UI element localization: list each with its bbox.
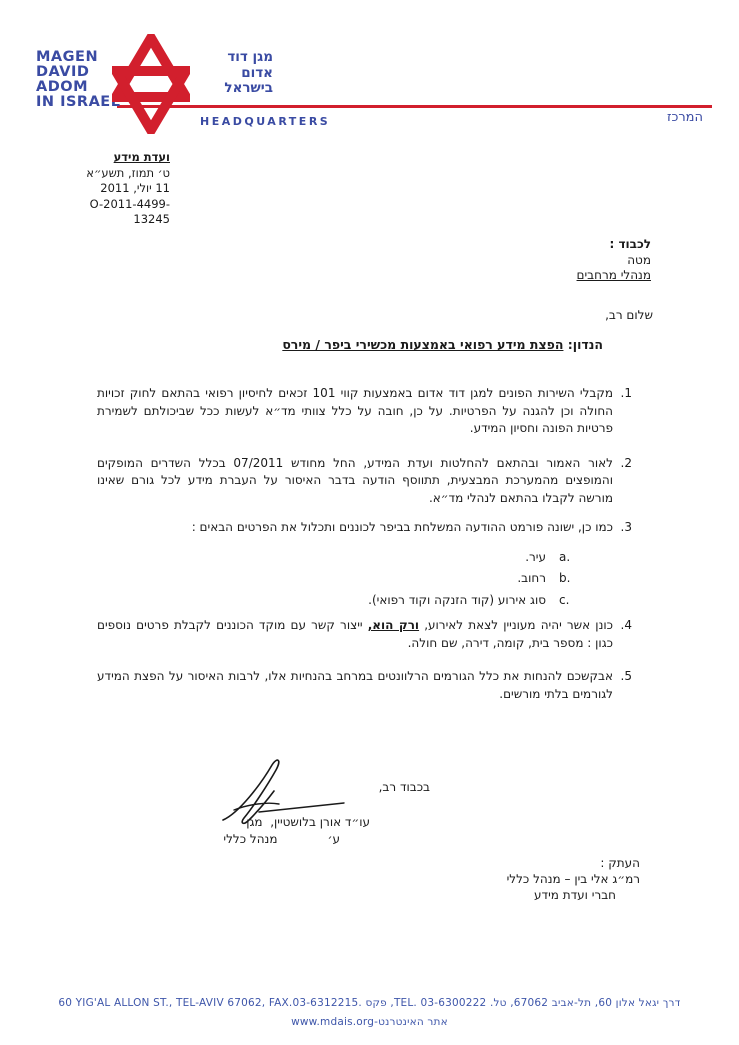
logo-en-line: IN ISRAEL — [36, 94, 121, 110]
list-item-4 — [97, 617, 632, 652]
star-of-david-icon — [112, 34, 190, 138]
item-text: מקבלי השירות הפונים למגן דוד אדום באמצעות קווי 101 זכאים לחיסיון רפואי בהתאם לחוק זכויות החולה וכן להגנה על הפרטיות. על כן, חובה על כלל צוותי מד״א לעשות ככל שביכולתם לשמירת פרטיות הפונה וחסיון המידע. — [97, 386, 613, 435]
list-item-2 — [97, 455, 632, 508]
sub-item-text: עיר. — [525, 549, 546, 564]
item-text-segment: כונן אשר יהיה מעוניין לצאת לאירוע, — [419, 618, 613, 632]
item-text: לאור האמור ובהתאם להחלטות ועדת המידע, החל מחודש 07/2011 בכלל השדרים המופקים והמופצים מהמערכת המבצעית, תתווסף הודעה בדבר האיסור על העברת מידע לכל גורם שאינו מורשה לקבלו בהתאם לנהלי מד״א. — [97, 455, 614, 505]
date-block — [70, 150, 170, 228]
subject-line — [282, 337, 603, 352]
sub-item-b — [97, 570, 575, 588]
sub-item-letter: a. — [559, 549, 571, 564]
logo-wordmark-en — [36, 50, 120, 110]
center-label: המרכז — [666, 110, 703, 125]
copy-line: חברי ועדת מידע — [534, 888, 616, 902]
logo-he-line: מגן דוד — [227, 49, 273, 65]
gregorian-date: 11 יולי, 2011 — [100, 181, 170, 195]
greeting: שלום רב, — [605, 308, 653, 322]
body-list — [97, 385, 632, 703]
closing-salutation: בכבוד רב, — [378, 780, 430, 794]
list-item-1 — [97, 385, 632, 438]
footer-address-he: דרך יגאל אלון 60, תל-אביב 67062, טל. TEL. 03-6300222, פקס — [365, 997, 681, 1009]
item-text: אבקשכם להנחות את כלל הגורמים הרלוונטים במרחב בהנחיות אלו, לרבות האיסור על הפצת המידע לגורמים בלתי מורשים. — [97, 669, 613, 701]
subject-label: הנדון: — [563, 337, 603, 352]
sub-item-text: סוג אירוע (קוד הזנקה וקוד רפואי). — [368, 592, 546, 607]
footer-website-text: אתר האינטרנט-www.mdais.org — [291, 1016, 448, 1028]
recipient-line: מטה — [627, 252, 651, 267]
copies-label: העתק : — [600, 856, 640, 870]
footer-address-en: 60 YIG'AL ALLON ST., TEL-AVIV 67062, FAX.03-6312215. — [58, 997, 362, 1009]
headquarters-label: HEADQUARTERS — [200, 115, 331, 128]
hebrew-date: ט׳ תמוז, תשע״א — [86, 165, 170, 180]
footer-address — [0, 994, 739, 1013]
item-text — [97, 617, 613, 652]
item-text: כמו כן, ישונה פורמט ההודעה המשלחת בביפר לכוננים ותכלול את הפרטים הבאים : — [191, 520, 613, 534]
logo-he-line: בישראל — [224, 80, 273, 96]
footer — [0, 994, 739, 1032]
recipient-block — [577, 237, 651, 284]
to-label: לכבוד : — [609, 237, 651, 251]
sub-item-letter: b. — [559, 571, 571, 585]
copy-line: רמ״ג אלי בין – מנהל כללי — [506, 872, 640, 886]
sub-item-c — [97, 592, 575, 610]
logo-en-line: DAVID — [36, 64, 90, 80]
committee-title: ועדת מידע — [113, 150, 170, 164]
recipient-line: מנהלי מרחבים — [576, 268, 651, 282]
signatory-role-prefix: ע׳ — [327, 832, 340, 846]
list-item-3 — [97, 519, 632, 537]
signatory-role-title: מנהל כללי — [223, 832, 278, 846]
sub-item-text: רחוב. — [517, 571, 546, 585]
list-item-5 — [97, 668, 632, 703]
subject-text: הפצת מידע רפואי באמצעות מכשירי ביפר / מירס — [282, 337, 564, 352]
logo-en-line: MAGEN — [36, 49, 99, 65]
item-number: 4. — [620, 618, 632, 632]
footer-website — [0, 1013, 739, 1032]
logo-he-line: אדום — [241, 64, 273, 81]
signatory-name: עו״ד אורן בלושטיין, מגן — [246, 815, 370, 829]
sub-item-a — [97, 549, 575, 567]
sub-item-letter: c. — [559, 592, 570, 607]
item-text-segment: ייצור קשר עם מוקד הכוננים לקבלת פרטים נוספים כגון : מספר בית, קומה, דירה, שם חולה. — [97, 618, 613, 650]
item-number: 2. — [620, 455, 632, 470]
copies-block — [507, 855, 640, 903]
reference-number: O-2011-4499-13245 — [89, 196, 170, 226]
sub-list — [97, 549, 575, 610]
logo-wordmark-he — [203, 50, 273, 97]
item-number: 1. — [620, 386, 632, 400]
item-number: 5. — [620, 669, 632, 683]
header-rule — [117, 105, 712, 108]
logo-en-line: ADOM — [36, 79, 89, 95]
item-text-emphasis: ורק הוא, — [367, 618, 420, 632]
item-number: 3. — [620, 520, 632, 534]
signatory-role — [223, 832, 340, 846]
